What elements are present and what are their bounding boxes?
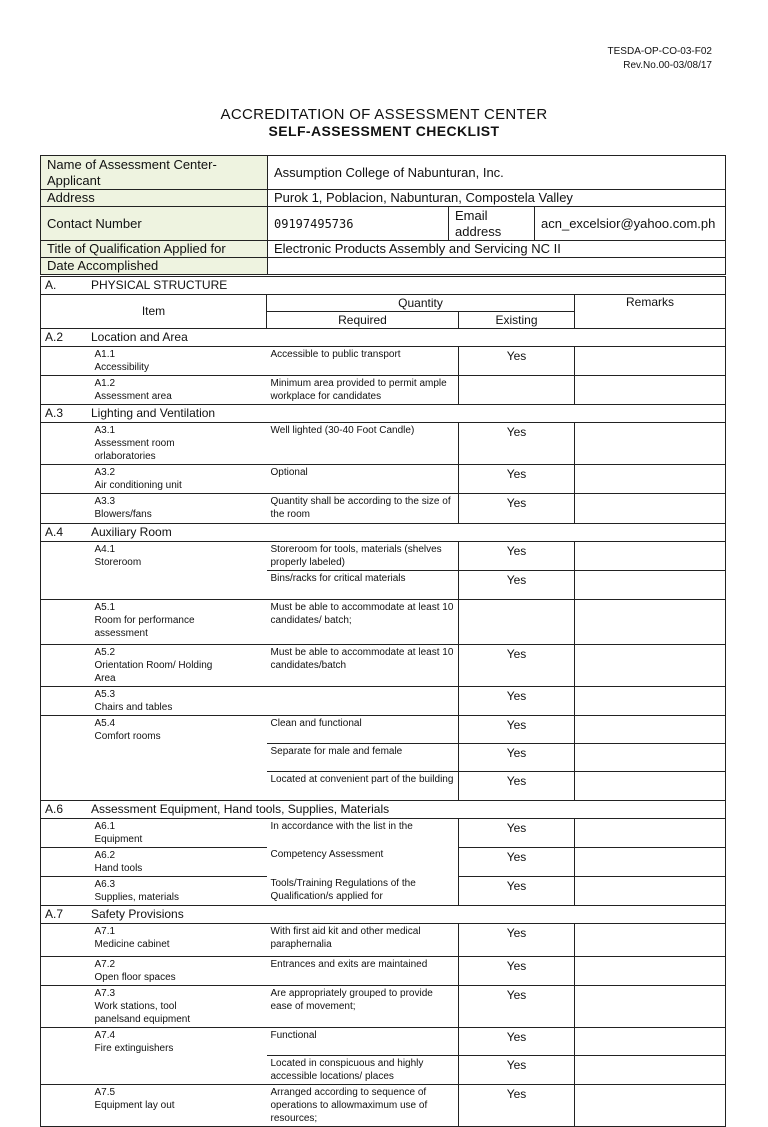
row-item-name: Fire extinguishers — [94, 1042, 174, 1054]
existing-column-header: Existing — [459, 312, 575, 329]
row-blank-indent — [41, 1085, 91, 1127]
checklist-row — [41, 347, 726, 376]
contact-number-value: 09197495736 — [268, 207, 449, 241]
row-item-name: Storeroom — [94, 557, 142, 568]
section-header — [41, 405, 726, 423]
checklist-row — [41, 1027, 726, 1056]
row-code: A3.3 — [94, 496, 116, 507]
row-required: Arranged according to sequence of operations to allowmaximum use of resources; — [267, 1085, 459, 1127]
row-item-name: Equipment lay out — [94, 1100, 175, 1111]
row-remarks — [575, 347, 726, 376]
row-remarks — [575, 847, 726, 876]
row-required: Are appropriately grouped to provide ease of movement; — [267, 985, 459, 1027]
row-existing: Yes — [459, 923, 575, 956]
date-accomplished-label: Date Accomplished — [41, 258, 268, 275]
checklist-row — [41, 571, 726, 600]
checklist-row — [41, 1085, 726, 1127]
row-remarks — [575, 494, 726, 524]
row-required: Accessible to public transport — [267, 347, 459, 376]
checklist-row — [41, 772, 726, 801]
row-remarks — [575, 644, 726, 686]
row-existing: Yes — [459, 542, 575, 571]
row-blank-indent — [41, 465, 91, 494]
row-item — [91, 465, 267, 494]
document-reference — [608, 45, 712, 73]
row-blank-indent — [41, 599, 91, 644]
row-existing: Yes — [459, 818, 575, 847]
row-blank-indent — [41, 644, 91, 686]
row-code: A1.2 — [94, 378, 116, 389]
row-item-name: Equipment — [94, 833, 143, 845]
row-remarks — [575, 923, 726, 956]
section-header — [41, 524, 726, 542]
row-item-name: Hand tools — [94, 862, 143, 874]
row-blank-indent — [41, 744, 91, 772]
row-required: Bins/racks for critical materials — [267, 571, 459, 600]
row-item — [91, 923, 267, 956]
row-required: Quantity shall be according to the size of the room — [267, 494, 459, 524]
row-item-name: Work stations, tool panelsand equipment — [94, 1000, 191, 1025]
checklist-table — [40, 276, 726, 1127]
row-existing: Yes — [459, 744, 575, 772]
section-title: PHYSICAL STRUCTURE — [91, 278, 228, 292]
row-required: Clean and functional — [267, 715, 459, 744]
row-remarks — [575, 715, 726, 744]
checklist-row — [41, 599, 726, 644]
row-item — [91, 1056, 267, 1085]
email-label: Email address — [449, 207, 535, 241]
applicant-name-value: Assumption College of Nabunturan, Inc. — [268, 156, 726, 190]
section-header — [41, 329, 726, 347]
row-required: Located in conspicuous and highly accessible locations/ places — [267, 1056, 459, 1085]
row-item — [91, 494, 267, 524]
row-blank-indent — [41, 772, 91, 801]
row-item-name: Accessibility — [94, 362, 149, 373]
applicant-info-table — [40, 155, 726, 275]
row-item — [91, 956, 267, 985]
row-required: Must be able to accommodate at least 10 candidates/batch — [267, 644, 459, 686]
item-column-header: Item — [41, 295, 267, 329]
row-item — [91, 876, 267, 905]
row-blank-indent — [41, 423, 91, 465]
checklist-row — [41, 644, 726, 686]
section-code: A.6 — [45, 801, 64, 816]
section-title: Assessment Equipment, Hand tools, Supplies, Materials — [91, 801, 390, 816]
row-existing: Yes — [459, 347, 575, 376]
row-blank-indent — [41, 571, 91, 600]
row-remarks — [575, 599, 726, 644]
row-blank-indent — [41, 923, 91, 956]
row-remarks — [575, 1027, 726, 1056]
row-blank-indent — [41, 956, 91, 985]
row-code: A5.4 — [94, 717, 116, 729]
section-title: Safety Provisions — [91, 906, 184, 921]
row-item — [91, 644, 267, 686]
checklist-row — [41, 686, 726, 715]
row-required — [267, 686, 459, 715]
checklist-row — [41, 818, 726, 847]
row-blank-indent — [41, 1027, 91, 1056]
row-existing: Yes — [459, 1027, 575, 1056]
section-a-header — [41, 277, 726, 295]
row-blank-indent — [41, 494, 91, 524]
row-item-name: Blowers/fans — [94, 509, 152, 520]
row-remarks — [575, 818, 726, 847]
row-item-name: Room for performance assessment — [94, 614, 195, 639]
checklist-row — [41, 923, 726, 956]
row-item — [91, 686, 267, 715]
row-blank-indent — [41, 876, 91, 905]
row-remarks — [575, 376, 726, 405]
row-code: A5.2 — [94, 646, 116, 658]
qualification-label: Title of Qualification Applied for — [41, 241, 268, 258]
row-code: A7.3 — [94, 987, 116, 999]
checklist-row — [41, 847, 726, 876]
qualification-value: Electronic Products Assembly and Servicing NC II — [268, 241, 726, 258]
row-blank-indent — [41, 347, 91, 376]
row-existing: Yes — [459, 772, 575, 801]
checklist-row — [41, 1056, 726, 1085]
row-item — [91, 847, 267, 876]
form-code: TESDA-OP-CO-03-F02 — [607, 46, 712, 57]
checklist-row — [41, 985, 726, 1027]
row-remarks — [575, 686, 726, 715]
row-existing — [459, 599, 575, 644]
row-remarks — [575, 1056, 726, 1085]
row-item-name: Comfort rooms — [94, 730, 161, 742]
row-required: Minimum area provided to permit ample workplace for candidates — [267, 376, 459, 405]
revision-number: Rev.No.00-03/08/17 — [623, 60, 712, 71]
row-existing: Yes — [459, 985, 575, 1027]
row-remarks — [575, 772, 726, 801]
row-code: A5.3 — [94, 688, 116, 700]
row-blank-indent — [41, 542, 91, 571]
row-code: A6.3 — [94, 878, 116, 890]
row-remarks — [575, 876, 726, 905]
row-existing — [459, 376, 575, 405]
row-required: Optional — [267, 465, 459, 494]
row-code: A1.1 — [94, 349, 116, 360]
row-code: A5.1 — [94, 601, 116, 613]
row-item — [91, 376, 267, 405]
section-code: A. — [45, 278, 57, 292]
section-header — [41, 800, 726, 818]
row-code: A7.2 — [94, 958, 116, 970]
row-existing: Yes — [459, 571, 575, 600]
row-remarks — [575, 744, 726, 772]
section-code: A.7 — [45, 906, 64, 921]
row-code: A7.1 — [94, 925, 116, 937]
row-item — [91, 599, 267, 644]
row-required: Must be able to accommodate at least 10 candidates/ batch; — [267, 599, 459, 644]
row-blank-indent — [41, 715, 91, 744]
email-value: acn_excelsior@yahoo.com.ph — [535, 207, 726, 241]
row-remarks — [575, 465, 726, 494]
row-required: Located at convenient part of the building — [267, 772, 459, 801]
section-header — [41, 905, 726, 923]
checklist-row — [41, 876, 726, 905]
section-code: A.3 — [45, 406, 64, 420]
row-item-name: Open floor spaces — [94, 971, 176, 983]
checklist-row — [41, 744, 726, 772]
contact-number-label: Contact Number — [41, 207, 268, 241]
section-title: Auxiliary Room — [91, 525, 172, 539]
row-item — [91, 423, 267, 465]
row-blank-indent — [41, 985, 91, 1027]
row-blank-indent — [41, 686, 91, 715]
row-item — [91, 1085, 267, 1127]
row-remarks — [575, 956, 726, 985]
row-existing: Yes — [459, 876, 575, 905]
row-item — [91, 985, 267, 1027]
row-blank-indent — [41, 847, 91, 876]
row-remarks — [575, 542, 726, 571]
checklist-row — [41, 494, 726, 524]
row-existing: Yes — [459, 715, 575, 744]
row-item-name: Air conditioning unit — [94, 480, 182, 491]
row-item — [91, 818, 267, 847]
row-item — [91, 744, 267, 772]
row-item — [91, 542, 267, 571]
row-code: A7.4 — [94, 1029, 116, 1041]
row-required: Entrances and exits are maintained — [267, 956, 459, 985]
row-required: In accordance with the list in the — [267, 818, 459, 847]
checklist-row — [41, 956, 726, 985]
quantity-column-header: Quantity — [267, 295, 575, 312]
row-existing: Yes — [459, 847, 575, 876]
checklist-row — [41, 376, 726, 405]
row-code: A7.5 — [94, 1087, 116, 1098]
row-remarks — [575, 985, 726, 1027]
section-code: A.4 — [45, 525, 64, 539]
row-item-name: Chairs and tables — [94, 701, 173, 713]
row-code: A3.1 — [94, 425, 116, 436]
row-item — [91, 347, 267, 376]
row-item — [91, 1027, 267, 1056]
address-value: Purok 1, Poblacion, Nabunturan, Compostela Valley — [268, 190, 726, 207]
row-remarks — [575, 423, 726, 465]
row-blank-indent — [41, 1056, 91, 1085]
row-blank-indent — [41, 376, 91, 405]
date-accomplished-value — [268, 258, 726, 275]
row-existing: Yes — [459, 465, 575, 494]
row-remarks — [575, 1085, 726, 1127]
row-item-name: Assessment room orlaboratories — [94, 438, 175, 462]
row-existing: Yes — [459, 1085, 575, 1127]
row-required: Storeroom for tools, materials (shelves properly labeled) — [267, 542, 459, 571]
row-existing: Yes — [459, 1056, 575, 1085]
section-title: Location and Area — [91, 330, 188, 344]
row-code: A3.2 — [94, 467, 116, 478]
applicant-name-label: Name of Assessment Center-Applicant — [41, 156, 268, 190]
row-required: Tools/Training Regulations of the Qualification/s applied for — [267, 876, 459, 905]
row-remarks — [575, 571, 726, 600]
required-column-header: Required — [267, 312, 459, 329]
row-existing: Yes — [459, 423, 575, 465]
row-required: With first aid kit and other medical paraphernalia — [267, 923, 459, 956]
row-existing: Yes — [459, 494, 575, 524]
row-blank-indent — [41, 818, 91, 847]
section-title: Lighting and Ventilation — [91, 406, 216, 420]
row-required: Separate for male and female — [267, 744, 459, 772]
row-item-name: Assessment area — [94, 391, 172, 402]
row-code: A6.1 — [94, 820, 116, 832]
remarks-column-header: Remarks — [575, 295, 726, 329]
row-existing: Yes — [459, 686, 575, 715]
checklist-row — [41, 465, 726, 494]
section-code: A.2 — [45, 330, 64, 344]
checklist-row — [41, 715, 726, 744]
row-required: Competency Assessment — [267, 847, 459, 876]
row-item — [91, 715, 267, 744]
row-existing: Yes — [459, 644, 575, 686]
address-label: Address — [41, 190, 268, 207]
row-item-name: Supplies, materials — [94, 891, 179, 903]
row-required: Functional — [267, 1027, 459, 1056]
row-code: A4.1 — [94, 544, 116, 555]
row-item-name: Medicine cabinet — [94, 938, 170, 950]
row-required: Well lighted (30-40 Foot Candle) — [267, 423, 459, 465]
row-existing: Yes — [459, 956, 575, 985]
document-title: ACCREDITATION OF ASSESSMENT CENTER — [220, 106, 548, 123]
document-subtitle: SELF-ASSESSMENT CHECKLIST — [268, 123, 500, 139]
row-code: A6.2 — [94, 849, 116, 861]
row-item — [91, 571, 267, 600]
row-item-name: Orientation Room/ Holding Area — [94, 659, 213, 684]
row-item — [91, 772, 267, 801]
checklist-row — [41, 542, 726, 571]
checklist-row — [41, 423, 726, 465]
